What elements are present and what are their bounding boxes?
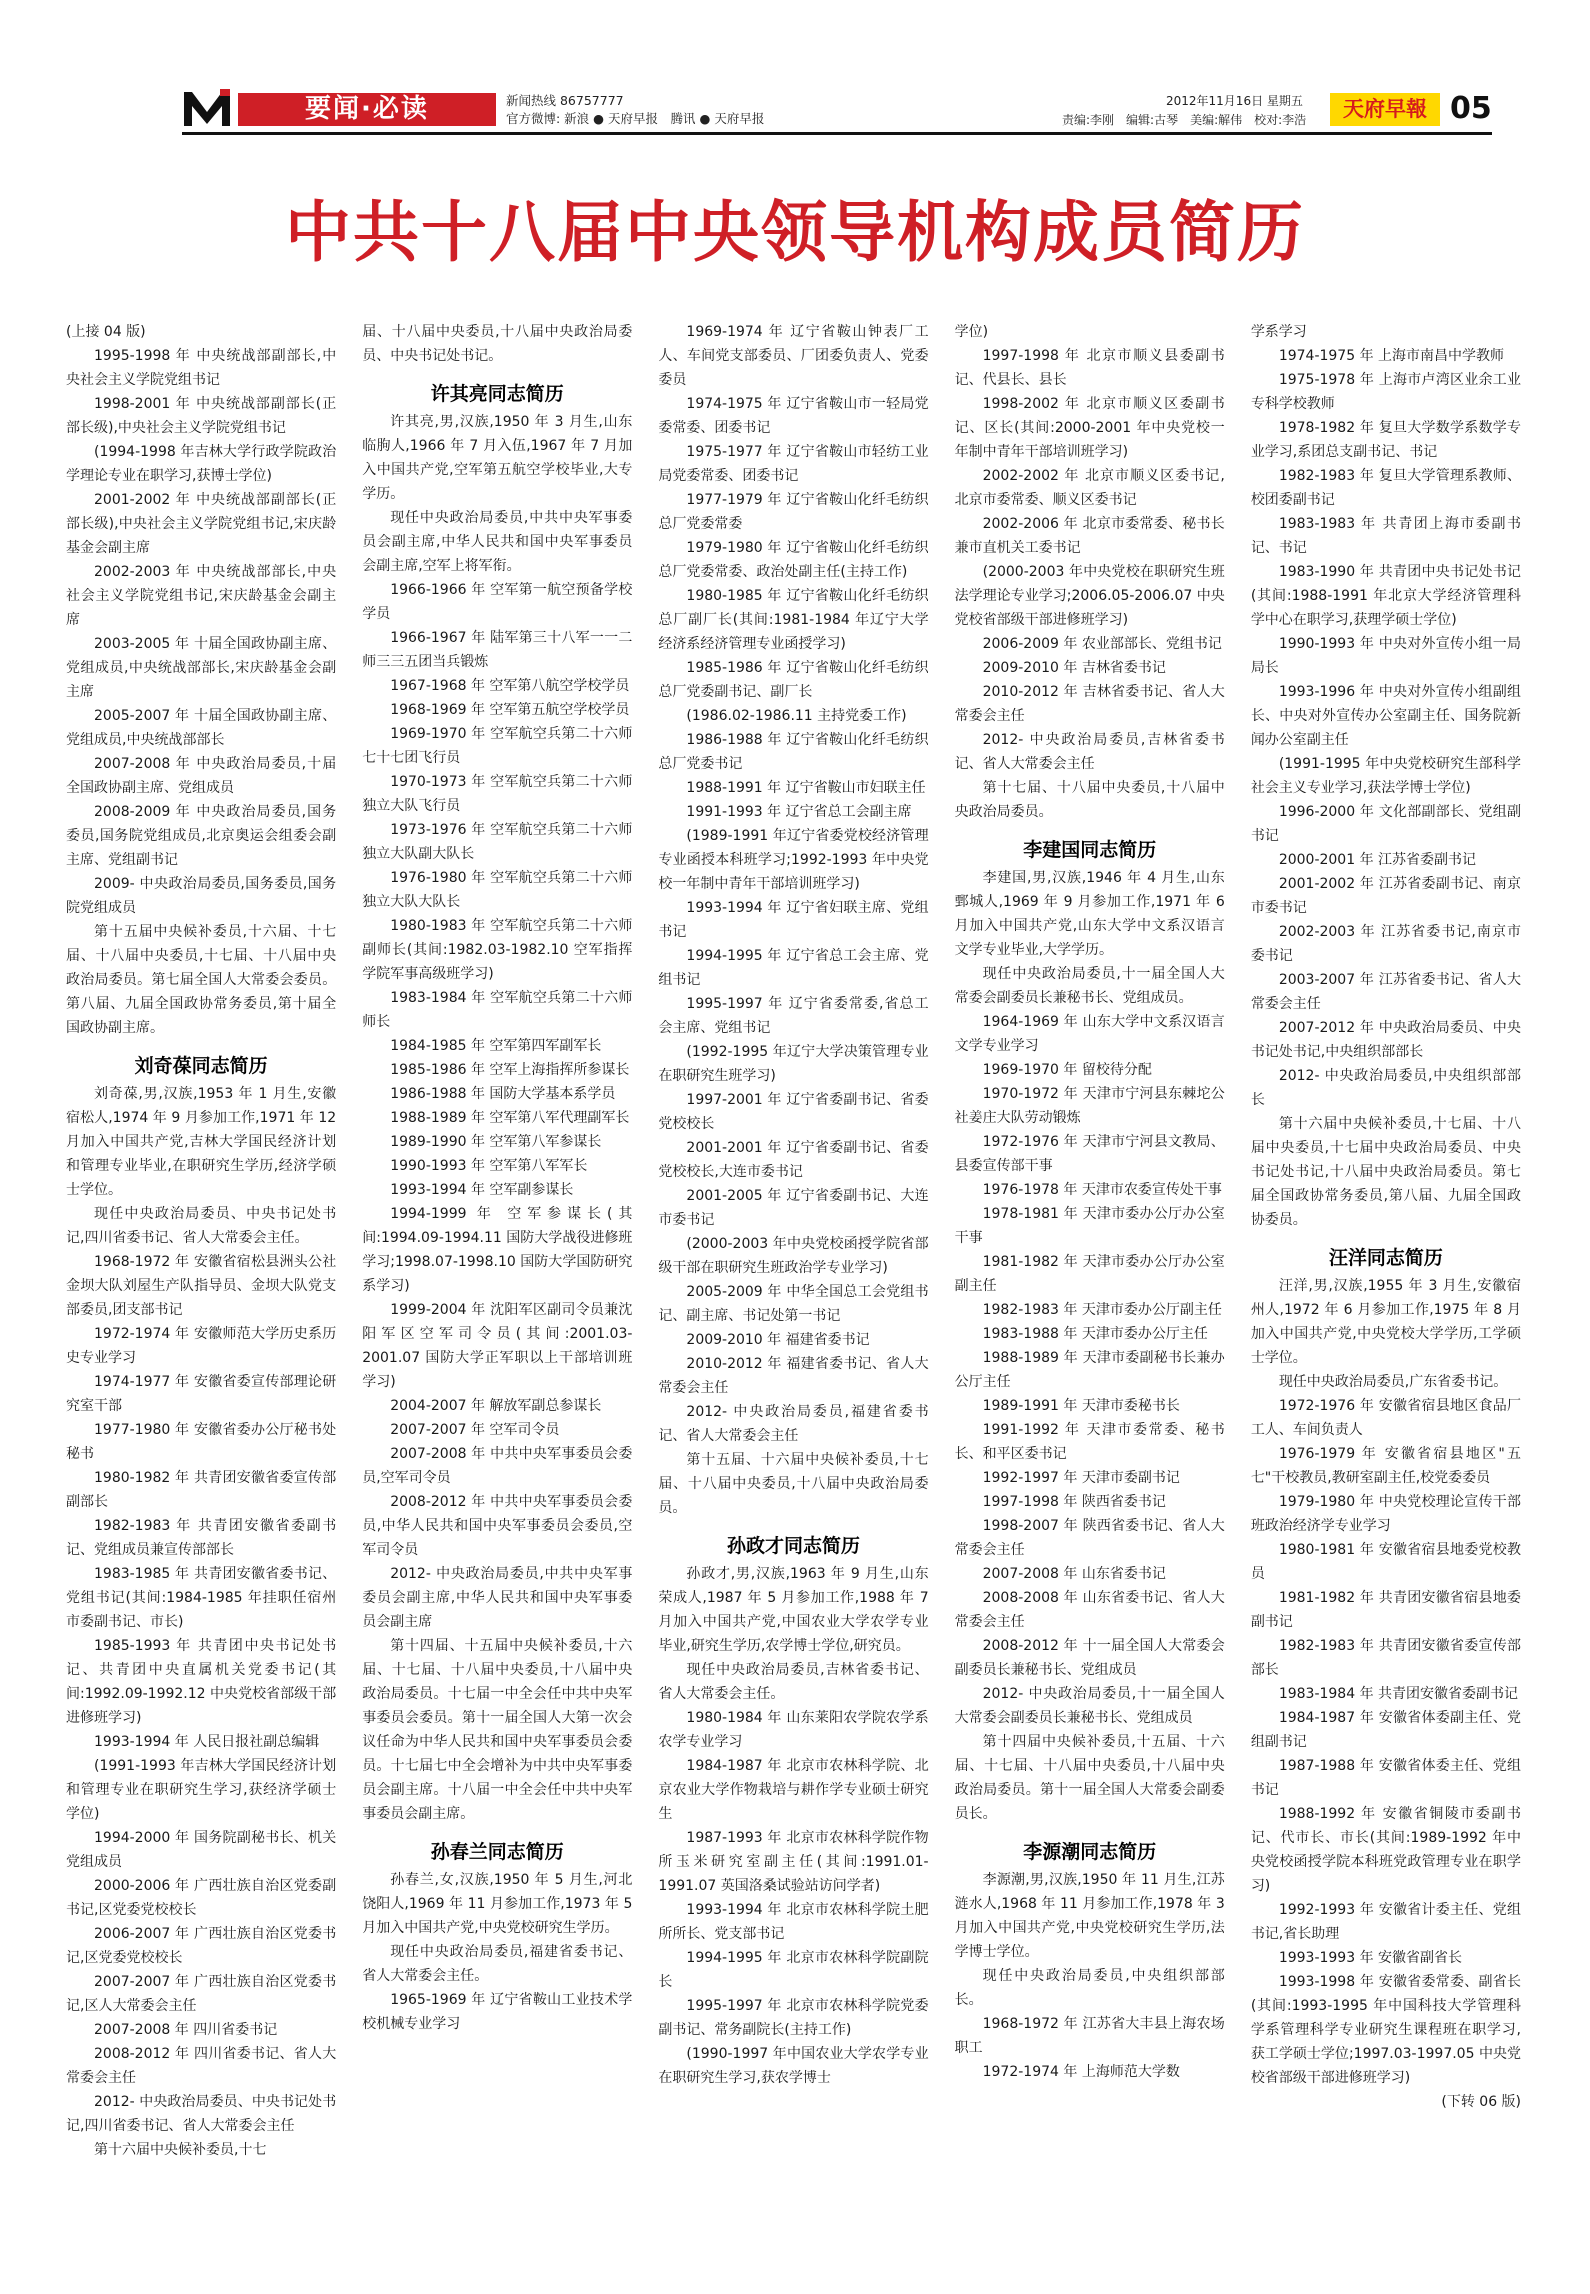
bio-paragraph: 2008-2009 年 中央政治局委员,国务委员,国务院党组成员,北京奥运会组委会副主席、党组副书记 [66, 804, 337, 868]
bio-paragraph: 2008-2012 年 中共中央军事委员会委员,中华人民共和国中央军事委员会委员,空军司令员 [362, 1494, 633, 1558]
bio-paragraph: 现任中央政治局委员,吉林省委书记、省人大常委会主任。 [658, 1662, 929, 1702]
bio-paragraph: 1972-1974 年 安徽师范大学历史系历史专业学习 [66, 1326, 337, 1366]
bio-paragraph: 1972-1976 年 安徽省宿县地区食品厂工人、车间负责人 [1250, 1398, 1522, 1438]
bio-paragraph: 2012- 中央政治局委员,吉林省委书记、省人大常委会主任 [954, 732, 1225, 772]
bio-paragraph: 1972-1974 年 上海师范大学数 [982, 2064, 1180, 2080]
bio-paragraph: 1973-1976 年 空军航空兵第二十六师独立大队副大队长 [362, 822, 633, 862]
bio-paragraph: 1987-1993 年 北京市农林科学院作物所玉米研究室副主任(其间:1991.01-1991.07 英国洛桑试验站访问学者) [658, 1830, 929, 1894]
bio-paragraph: 李建国,男,汉族,1946 年 4 月生,山东鄄城人,1969 年 9 月参加工作,1971 年 6 月加入中国共产党,山东大学中文系汉语言文学专业毕业,大学学历。 [954, 870, 1225, 958]
bio-paragraph: 1998-2007 年 陕西省委书记、省人大常委会主任 [954, 1518, 1225, 1558]
bio-paragraph: 孙春兰,女,汉族,1950 年 5 月生,河北饶阳人,1969 年 11 月参加工作,1973 年 5 月加入中国共产党,中央党校研究生学历。 [362, 1872, 633, 1936]
bio-paragraph: (下转 06 版) [1441, 2094, 1522, 2110]
bio-paragraph: 1988-1989 年 空军第八军代理副军长 [390, 1110, 630, 1126]
bio-heading: 李源潮同志简历 [1023, 1841, 1157, 1863]
bio-paragraph: 2000-2001 年 江苏省委副书记 [1278, 852, 1477, 868]
bio-paragraph: 1987-1988 年 安徽省体委主任、党组书记 [1250, 1758, 1522, 1798]
bio-paragraph: 2006-2009 年 农业部部长、党组书记 [982, 636, 1222, 652]
news-hotline: 新闻热线 86757777 [506, 93, 624, 108]
bio-paragraph: 2012- 中央政治局委员、中央书记处书记,四川省委书记、省人大常委会主任 [66, 2094, 337, 2134]
bio-paragraph: 1969-1970 年 空军航空兵第二十六师七十七团飞行员 [362, 726, 633, 766]
bio-paragraph: 1995-1997 年 辽宁省委常委,省总工会主席、党组书记 [658, 996, 929, 1036]
bio-paragraph: 第十五届中央候补委员,十六届、十七届、十八届中央委员,十七届、十八届中央政治局委员。第七届全国人大常委会委员。第八届、九届全国政协常务委员,第十届全国政协副主席。 [66, 924, 337, 1036]
bio-paragraph: 1988-1989 年 天津市委副秘书长兼办公厅主任 [954, 1350, 1225, 1390]
bio-paragraph: 2002-2006 年 北京市委常委、秘书长兼市直机关工委书记 [954, 516, 1225, 556]
bio-paragraph: 1983-1990 年 共青团中央书记处书记(其间:1988-1991 年北京大学经济管理科学中心在职学习,获理学硕士学位) [1250, 564, 1522, 628]
official-weibo: 官方微博: 新浪 ● 天府早报 腾讯 ● 天府早报 [506, 111, 765, 126]
bio-paragraph: 1996-2000 年 文化部副部长、党组副书记 [1250, 804, 1522, 844]
bio-paragraph: 2000-2006 年 广西壮族自治区党委副书记,区党委党校校长 [66, 1878, 337, 1918]
editor-credits: 责编:李刚 编辑:古琴 美编:解伟 校对:李浩 [1062, 113, 1307, 127]
bio-paragraph: 1983-1985 年 共青团安徽省委书记、党组书记(其间:1984-1985 年挂职任宿州市委副书记、市长) [66, 1566, 337, 1630]
bio-paragraph: 1995-1997 年 北京市农林科学院党委副书记、常务副院长(主持工作) [658, 1998, 929, 2038]
bio-paragraph: 1998-2001 年 中央统战部副部长(正部长级),中央社会主义学院党组书记 [66, 396, 337, 436]
bio-paragraph: 第十七届、十八届中央委员,十八届中央政治局委员。 [954, 780, 1225, 820]
bio-heading: 汪洋同志简历 [1328, 1247, 1443, 1269]
bio-paragraph: 2010-2012 年 吉林省委书记、省人大常委会主任 [954, 684, 1225, 724]
bio-heading: 孙春兰同志简历 [430, 1841, 564, 1863]
bio-paragraph: 1980-1983 年 空军航空兵第二十六师副师长(其间:1982.03-1982.10 空军指挥学院军事高级班学习) [362, 918, 633, 982]
bio-paragraph: 第十四届中央候补委员,十五届、十六届、十七届、十八届中央委员,十八届中央政治局委员。第十一届全国人大常委会副委员长。 [954, 1734, 1225, 1822]
bio-paragraph: 1989-1990 年 空军第八军参谋长 [390, 1134, 602, 1150]
bio-paragraph: (1994-1998 年吉林大学行政学院政治学理论专业在职学习,获博士学位) [66, 444, 337, 484]
bio-paragraph: 1986-1988 年 国防大学基本系学员 [390, 1086, 616, 1102]
bio-paragraph: 2007-2012 年 中央政治局委员、中央书记处书记,中央组织部部长 [1250, 1020, 1522, 1060]
bio-paragraph: 2007-2008 年 中央政治局委员,十届全国政协副主席、党组成员 [66, 756, 337, 796]
bio-paragraph: 2008-2012 年 十一届全国人大常委会副委员长兼秘书长、党组成员 [954, 1638, 1225, 1678]
bio-paragraph: 1985-1993 年 共青团中央书记处书记、共青团中央直属机关党委书记(其间:1992.09-1992.12 中央党校省部级干部进修班学习) [66, 1638, 337, 1726]
bio-paragraph: 1980-1984 年 山东莱阳农学院农学系农学专业学习 [658, 1710, 929, 1750]
bio-paragraph: 1988-1991 年 辽宁省鞍山市妇联主任 [686, 780, 926, 796]
bio-paragraph: 1994-1999 年 空军参谋长(其间:1994.09-1994.11 国防大学战役进修班学习;1998.07-1998.10 国防大学国防研究系学习) [362, 1206, 633, 1294]
bio-paragraph: 1972-1976 年 天津市宁河县文教局、县委宣传部干事 [954, 1134, 1225, 1174]
bio-paragraph: 2007-2007 年 空军司令员 [390, 1422, 560, 1438]
bio-paragraph: 第十六届中央候补委员,十七 [94, 2142, 267, 2158]
bio-paragraph: 学系学习 [1250, 324, 1307, 340]
page-header [0, 0, 1590, 140]
bio-paragraph: 1977-1979 年 辽宁省鞍山化纤毛纺织总厂党委常委 [658, 492, 929, 532]
bio-paragraph: 2001-2001 年 辽宁省委副书记、省委党校校长,大连市委书记 [658, 1140, 929, 1180]
section-title: 要闻·必读 [305, 94, 429, 124]
bio-paragraph: 1976-1979 年 安徽省宿县地区"五七"干校教员,教研室副主任,校党委委员 [1250, 1446, 1522, 1486]
bio-paragraph: 1982-1983 年 共青团安徽省委宣传部部长 [1250, 1638, 1522, 1678]
bio-paragraph: 2005-2009 年 中华全国总工会党组书记、副主席、书记处第一书记 [658, 1284, 929, 1324]
bio-paragraph: 1992-1997 年 天津市委副书记 [982, 1470, 1180, 1486]
bio-paragraph: (1990-1997 年中国农业大学农学专业在职研究生学习,获农学博士 [658, 2046, 929, 2086]
bio-paragraph: 2007-2008 年 中共中央军事委员会委员,空军司令员 [362, 1446, 633, 1486]
bio-paragraph: 1997-2001 年 辽宁省委副书记、省委党校校长 [658, 1092, 929, 1132]
bio-paragraph: 1968-1972 年 江苏省大丰县上海农场职工 [954, 2016, 1225, 2056]
bio-paragraph: 1974-1977 年 安徽省委宣传部理论研究室干部 [66, 1374, 337, 1414]
bio-paragraph: 1988-1992 年 安徽省铜陵市委副书记、代市长、市长(其间:1989-1992 年中央党校函授学院本科班党政管理专业在职学习) [1250, 1806, 1522, 1894]
bio-paragraph: 第十六届中央候补委员,十七届、十八届中央委员,十七届中央政治局委员、中央书记处书记,十八届中央政治局委员。第七届全国政协常务委员,第八届、九届全国政协委员。 [1250, 1116, 1522, 1228]
bio-paragraph: 1990-1993 年 空军第八军军长 [390, 1158, 588, 1174]
bio-paragraph: 2012- 中央政治局委员,福建省委书记、省人大常委会主任 [658, 1404, 929, 1444]
bio-paragraph: 汪洋,男,汉族,1955 年 3 月生,安徽宿州人,1972 年 6 月参加工作,1975 年 8 月加入中国共产党,中央党校大学学历,工学硕士学位。 [1250, 1278, 1522, 1366]
bio-paragraph: 2003-2005 年 十届全国政协副主席、党组成员,中央统战部部长,宋庆龄基金会副主席 [66, 636, 337, 700]
bio-paragraph: 2003-2007 年 江苏省委书记、省人大常委会主任 [1250, 972, 1522, 1012]
article-column [66, 320, 336, 2275]
bio-paragraph: 2001-2005 年 辽宁省委副书记、大连市委书记 [658, 1188, 929, 1228]
bio-heading: 孙政才同志简历 [727, 1535, 861, 1557]
bio-paragraph: 1993-1994 年 北京市农林科学院土肥所所长、党支部书记 [658, 1902, 929, 1942]
bio-paragraph: 2010-2012 年 福建省委书记、省人大常委会主任 [658, 1356, 929, 1396]
bio-paragraph: 1989-1991 年 天津市委秘书长 [982, 1398, 1180, 1414]
bio-paragraph: 1979-1980 年 中央党校理论宣传干部班政治经济学专业学习 [1250, 1494, 1522, 1534]
bio-paragraph: 1983-1988 年 天津市委办公厅主任 [982, 1326, 1208, 1342]
bio-paragraph: 2009-2010 年 吉林省委书记 [982, 660, 1166, 676]
bio-paragraph: 1965-1969 年 辽宁省鞍山工业技术学校机械专业学习 [362, 1992, 633, 2032]
bio-paragraph: (2000-2003 年中央党校在职研究生班法学理论专业学习;2006.05-2006.07 中央党校省部级干部进修班学习) [954, 564, 1225, 628]
bio-paragraph: 1978-1981 年 天津市委办公厅办公室干事 [954, 1206, 1225, 1246]
issue-date: 2012年11月16日 星期五 [1166, 94, 1303, 108]
bio-paragraph: 孙政才,男,汉族,1963 年 9 月生,山东荣成人,1987 年 5 月参加工作,1988 年 7 月加入中国共产党,中国农业大学农学专业毕业,研究生学历,农学博士学位,研究员。 [658, 1566, 929, 1654]
bio-paragraph: 1983-1984 年 空军航空兵第二十六师师长 [362, 990, 633, 1030]
bio-paragraph: 现任中央政治局委员,十一届全国人大常委会副委员长兼秘书长、党组成员。 [954, 966, 1225, 1006]
bio-paragraph: 1966-1967 年 陆军第三十八军一一二师三三五团当兵锻炼 [362, 630, 633, 670]
bio-paragraph: 2007-2008 年 山东省委书记 [982, 1566, 1166, 1582]
bio-paragraph: 第十四届、十五届中央候补委员,十六届、十七届、十八届中央委员,十八届中央政治局委员。十七届一中全会任中共中央军事委员会委员。第十一届全国人大第一次会议任命为中华人民共和国中央军事委员会委员。十七届七中全会增补为中共中央军事委员会副主席。十八届一中全会任中共中央军事委员会副主席。 [362, 1638, 633, 1822]
bio-paragraph: 2008-2012 年 四川省委书记、省人大常委会主任 [66, 2046, 337, 2086]
bio-paragraph: 1982-1983 年 复旦大学管理系教师、校团委副书记 [1250, 468, 1522, 508]
bio-paragraph: 1980-1981 年 安徽省宿县地委党校教员 [1250, 1542, 1522, 1582]
bio-paragraph: 1992-1993 年 安徽省计委主任、党组书记,省长助理 [1250, 1902, 1522, 1942]
bio-paragraph: 现任中央政治局委员,广东省委书记。 [1278, 1374, 1508, 1390]
header-rule [182, 132, 1492, 135]
bio-paragraph: (1991-1995 年中央党校研究生部科学社会主义专业学习,获法学博士学位) [1250, 756, 1522, 796]
bio-paragraph: (1991-1993 年吉林大学国民经济计划和管理专业在职研究生学习,获经济学硕士学位) [66, 1758, 337, 1822]
bio-paragraph: 现任中央政治局委员,中共中央军事委员会副主席,中华人民共和国中央军事委员会副主席,空军上将军衔。 [362, 510, 633, 574]
bio-paragraph: 1991-1993 年 辽宁省总工会副主席 [686, 804, 912, 820]
bio-paragraph: 1994-2000 年 国务院副秘书长、机关党组成员 [66, 1830, 337, 1870]
bio-paragraph: 1994-1995 年 北京市农林科学院副院长 [658, 1950, 929, 1990]
bio-paragraph: 1998-2002 年 北京市顺义区委副书记、区长(其间:2000-2001 年中央党校一年制中青年干部培训班学习) [954, 396, 1225, 460]
article-column [362, 320, 632, 2275]
bio-paragraph: 1976-1978 年 天津市农委宣传处干事 [982, 1182, 1222, 1198]
bio-paragraph: 1977-1980 年 安徽省委办公厅秘书处秘书 [66, 1422, 337, 1462]
bio-paragraph: 许其亮,男,汉族,1950 年 3 月生,山东临朐人,1966 年 7 月入伍,1967 年 7 月加入中国共产党,空军第五航空学校毕业,大专学历。 [362, 414, 633, 502]
bio-paragraph: 2005-2007 年 十届全国政协副主席、党组成员,中央统战部部长 [66, 708, 337, 748]
bio-paragraph: 2008-2008 年 山东省委书记、省人大常委会主任 [954, 1590, 1225, 1630]
bio-paragraph: 1984-1987 年 北京市农林科学院、北京农业大学作物栽培与耕作学专业硕士研究生 [658, 1758, 929, 1822]
bio-heading: 许其亮同志简历 [430, 383, 564, 405]
bio-paragraph: 现任中央政治局委员,福建省委书记、省人大常委会主任。 [362, 1944, 633, 1984]
bio-paragraph: 1968-1972 年 安徽省宿松县洲头公社金坝大队刘屋生产队指导员、金坝大队党支部委员,团支部书记 [66, 1254, 337, 1318]
bio-heading: 刘奇葆同志简历 [134, 1055, 268, 1077]
bio-paragraph: 1966-1966 年 空军第一航空预备学校学员 [362, 582, 633, 622]
bio-paragraph: 2002-2003 年 江苏省委书记,南京市委书记 [1250, 924, 1522, 964]
bio-paragraph: 1968-1969 年 空军第五航空学校学员 [390, 702, 630, 718]
bio-heading: 李建国同志简历 [1023, 839, 1157, 861]
bio-paragraph: (1986.02-1986.11 主持党委工作) [686, 708, 907, 724]
bio-paragraph: 2012- 中央政治局委员,中共中央军事委员会副主席,中华人民共和国中央军事委员会副主席 [362, 1566, 633, 1630]
bio-paragraph: 1984-1985 年 空军第四军副军长 [390, 1038, 602, 1054]
bio-paragraph: 2001-2002 年 江苏省委副书记、南京市委书记 [1250, 876, 1522, 916]
bio-paragraph: 李源潮,男,汉族,1950 年 11 月生,江苏涟水人,1968 年 11 月参加工作,1978 年 3 月加入中国共产党,中央党校研究生学历,法学博士学位。 [954, 1872, 1225, 1960]
bio-paragraph: 1993-1993 年 安徽省副省长 [1278, 1950, 1463, 1966]
bio-paragraph: 2007-2007 年 广西壮族自治区党委书记,区人大常委会主任 [66, 1974, 337, 2014]
article-column [658, 320, 928, 2275]
bio-paragraph: 2002-2003 年 中央统战部部长,中央社会主义学院党组书记,宋庆龄基金会副主席 [66, 564, 337, 628]
bio-paragraph: 1981-1982 年 共青团安徽省宿县地委副书记 [1250, 1590, 1522, 1630]
bio-paragraph: 1978-1982 年 复旦大学数学系数学专业学习,系团总支副书记、书记 [1250, 420, 1522, 460]
bio-paragraph: 2002-2002 年 北京市顺义区委书记,北京市委常委、顺义区委书记 [954, 468, 1225, 508]
article-column [955, 320, 1225, 2275]
bio-paragraph: 1993-1996 年 中央对外宣传小组副组长、中央对外宣传办公室副主任、国务院新闻办公室副主任 [1250, 684, 1522, 748]
bio-paragraph: 1976-1980 年 空军航空兵第二十六师独立大队大队长 [362, 870, 633, 910]
bio-paragraph: 届、十八届中央委员,十八届中央政治局委员、中央书记处书记。 [362, 324, 633, 364]
bio-paragraph: 1986-1988 年 辽宁省鞍山化纤毛纺织总厂党委书记 [658, 732, 929, 772]
m-logo-icon [182, 88, 232, 128]
bio-paragraph: (1989-1991 年辽宁省委党校经济管理专业函授本科班学习;1992-1993 年中央党校一年制中青年干部培训班学习) [658, 828, 929, 892]
bio-paragraph: 1993-1994 年 人民日报社副总编辑 [94, 1734, 320, 1750]
bio-paragraph: 2006-2007 年 广西壮族自治区党委书记,区党委党校校长 [66, 1926, 337, 1966]
bio-paragraph: 现任中央政治局委员、中央书记处书记,四川省委书记、省人大常委会主任。 [66, 1206, 337, 1246]
bio-paragraph: 1970-1972 年 天津市宁河县东棘坨公社姜庄大队劳动锻炼 [954, 1086, 1225, 1126]
newspaper-brand: 天府早報 [1330, 93, 1440, 126]
bio-paragraph: 2009- 中央政治局委员,国务委员,国务院党组成员 [66, 876, 337, 916]
bio-paragraph: 1980-1985 年 辽宁省鞍山化纤毛纺织总厂副厂长(其间:1981-1984 年辽宁大学经济系经济管理专业函授学习) [658, 588, 929, 652]
bio-paragraph: 1969-1970 年 留校待分配 [982, 1062, 1152, 1078]
bio-paragraph: 1974-1975 年 上海市南昌中学教师 [1278, 348, 1505, 364]
bio-paragraph: 1982-1983 年 共青团安徽省委副书记、党组成员兼宣传部部长 [66, 1518, 337, 1558]
bio-paragraph: 刘奇葆,男,汉族,1953 年 1 月生,安徽宿松人,1974 年 9 月参加工作,1971 年 12 月加入中国共产党,吉林大学国民经济计划和管理专业毕业,在职研究生学历,经济学硕士学位。 [66, 1086, 337, 1198]
bio-paragraph: 1993-1994 年 辽宁省妇联主席、党组书记 [658, 900, 929, 940]
bio-paragraph: 1994-1995 年 辽宁省总工会主席、党组书记 [658, 948, 929, 988]
bio-paragraph: 1979-1980 年 辽宁省鞍山化纤毛纺织总厂党委常委、政治处副主任(主持工作) [658, 540, 929, 580]
section-bar [238, 93, 496, 126]
page-headline: 中共十八届中央领导机构成员简历 [285, 194, 1305, 271]
bio-paragraph: 1964-1969 年 山东大学中文系汉语言文学专业学习 [954, 1014, 1225, 1054]
bio-paragraph: 1982-1983 年 天津市委办公厅副主任 [982, 1302, 1222, 1318]
bio-paragraph: 现任中央政治局委员,中央组织部部长。 [954, 1968, 1225, 2008]
bio-paragraph: 1985-1986 年 辽宁省鞍山化纤毛纺织总厂党委副书记、副厂长 [658, 660, 929, 700]
bio-paragraph: 1981-1982 年 天津市委办公厅办公室副主任 [954, 1254, 1225, 1294]
bio-paragraph: 1975-1977 年 辽宁省鞍山市轻纺工业局党委常委、团委书记 [658, 444, 929, 484]
page-number: 05 [1450, 91, 1492, 126]
bio-paragraph: 2009-2010 年 福建省委书记 [686, 1332, 870, 1348]
bio-paragraph: (上接 04 版) [66, 324, 146, 340]
bio-paragraph: 2004-2007 年 解放军副总参谋长 [390, 1398, 602, 1414]
bio-paragraph: 2012- 中央政治局委员,十一届全国人大常委会副委员长兼秘书长、党组成员 [954, 1686, 1225, 1726]
bio-paragraph: 1997-1998 年 北京市顺义县委副书记、代县长、县长 [954, 348, 1225, 388]
bio-paragraph: 1983-1983 年 共青团上海市委副书记、书记 [1250, 516, 1522, 556]
bio-paragraph: 1967-1968 年 空军第八航空学校学员 [390, 678, 630, 694]
bio-paragraph: 1997-1998 年 陕西省委书记 [982, 1494, 1166, 1510]
bio-paragraph: 2012- 中央政治局委员,中央组织部部长 [1250, 1068, 1522, 1108]
bio-paragraph: 1974-1975 年 辽宁省鞍山市一轻局党委常委、团委书记 [658, 396, 929, 436]
bio-paragraph: (1992-1995 年辽宁大学决策管理专业在职研究生班学习) [658, 1044, 929, 1084]
bio-paragraph: 1975-1978 年 上海市卢湾区业余工业专科学校教师 [1250, 372, 1522, 412]
bio-paragraph: 2001-2002 年 中央统战部副部长(正部长级),中央社会主义学院党组书记,宋庆龄基金会副主席 [66, 492, 337, 556]
bio-paragraph: 2007-2008 年 四川省委书记 [94, 2022, 278, 2038]
bio-paragraph: 1984-1987 年 安徽省体委副主任、党组副书记 [1250, 1710, 1522, 1750]
bio-paragraph: 1985-1986 年 空军上海指挥所参谋长 [390, 1062, 630, 1078]
bio-paragraph: 1969-1974 年 辽宁省鞍山钟表厂工人、车间党支部委员、厂团委负责人、党委委员 [658, 324, 929, 388]
bio-paragraph: 第十五届、十六届中央候补委员,十七届、十八届中央委员,十八届中央政治局委员。 [658, 1452, 929, 1516]
bio-paragraph: 1980-1982 年 共青团安徽省委宣传部副部长 [66, 1470, 337, 1510]
bio-paragraph: (2000-2003 年中央党校函授学院省部级干部在职研究生班政治学专业学习) [658, 1236, 929, 1276]
bio-paragraph: 1999-2004 年 沈阳军区副司令员兼沈阳军区空军司令员(其间:2001.03-2001.07 国防大学正军职以上干部培训班学习) [362, 1302, 633, 1390]
article-column [1251, 320, 1521, 2275]
bio-paragraph: 学位) [954, 324, 989, 340]
bio-paragraph: 1991-1992 年 天津市委常委、秘书长、和平区委书记 [954, 1422, 1225, 1462]
article-columns [66, 320, 1521, 2275]
bio-paragraph: 1990-1993 年 中央对外宣传小组一局局长 [1250, 636, 1522, 676]
bio-paragraph: 1970-1973 年 空军航空兵第二十六师独立大队飞行员 [362, 774, 633, 814]
bio-paragraph: 1983-1984 年 共青团安徽省委副书记 [1278, 1686, 1519, 1702]
bio-paragraph: 1995-1998 年 中央统战部副部长,中央社会主义学院党组书记 [66, 348, 337, 388]
bio-paragraph: 1993-1998 年 安徽省委常委、副省长(其间:1993-1995 年中国科技大学管理科学系管理科学专业研究生课程班在职学习,获工学硕士学位;1997.03-1997.05 中央党校省部级干部进修班学习) [1250, 1974, 1522, 2086]
bio-paragraph: 1993-1994 年 空军副参谋长 [390, 1182, 574, 1198]
